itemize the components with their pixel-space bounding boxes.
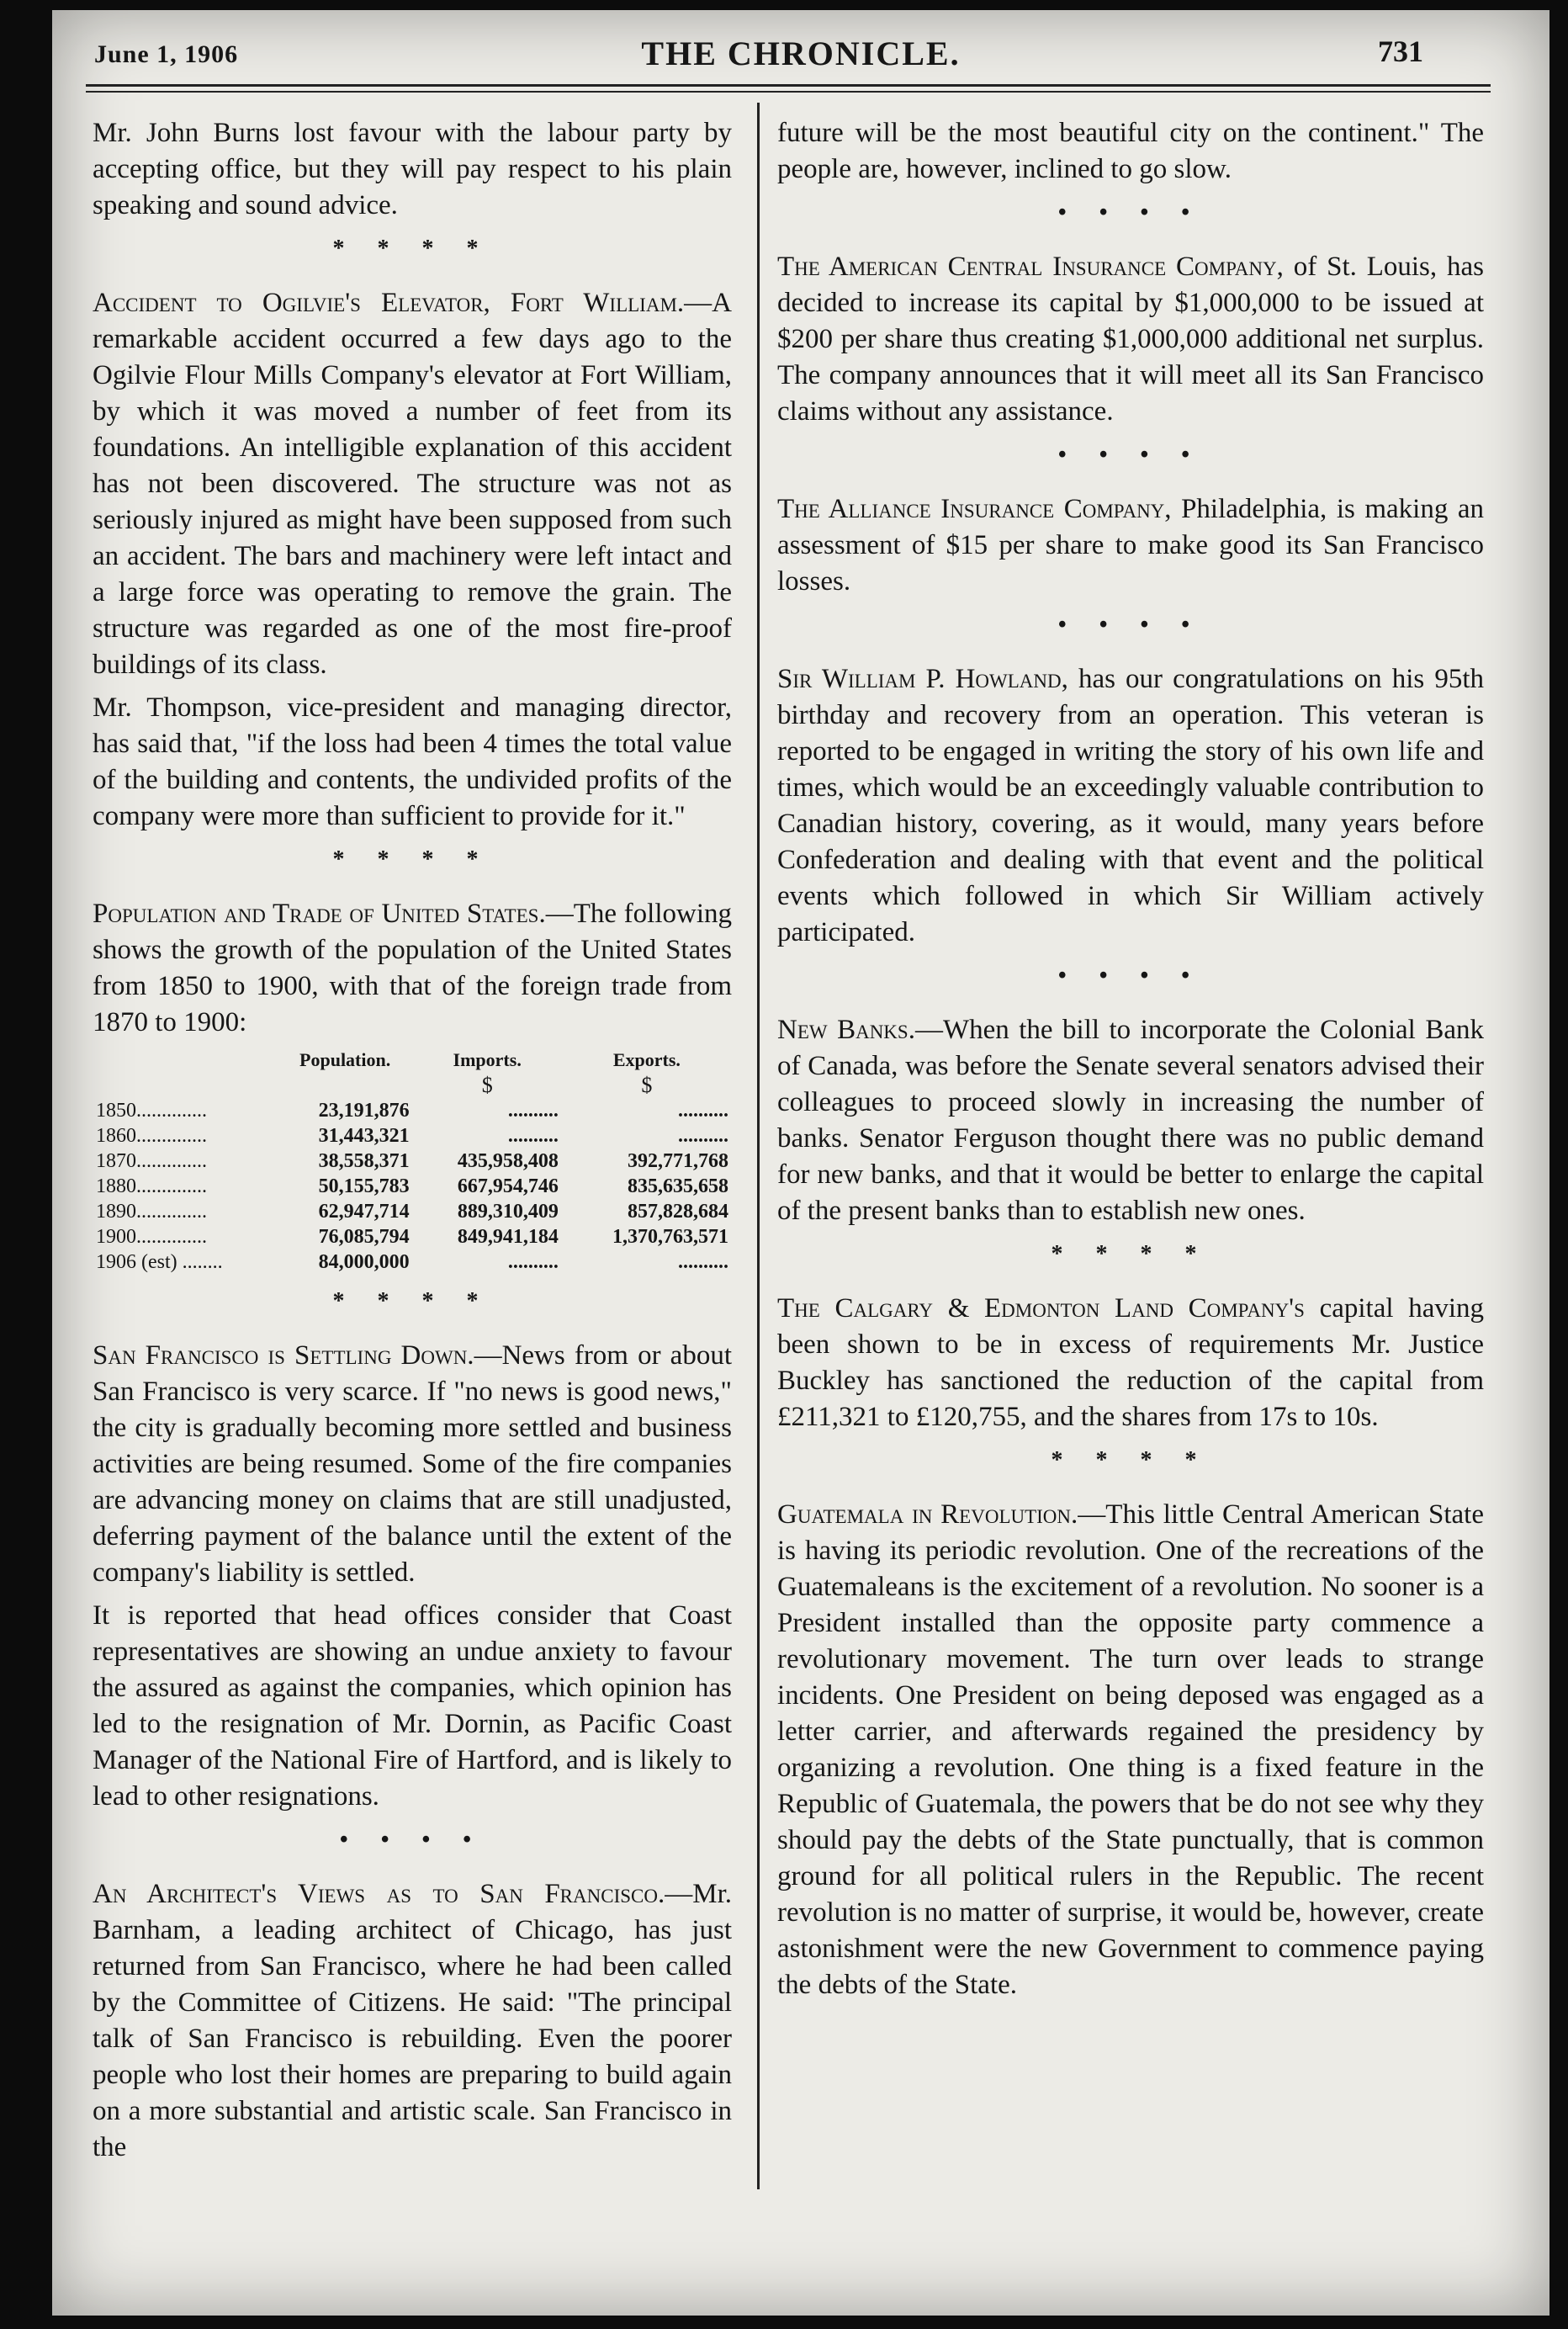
table-cell: 1850.............. <box>96 1100 207 1122</box>
table-header-row <box>93 1048 732 1073</box>
newspaper-page <box>52 10 1549 2316</box>
table-cell: 50,155,783 <box>318 1175 410 1197</box>
section-separator: • • • • <box>1057 612 1204 638</box>
section-separator: • • • • <box>1057 199 1204 225</box>
article-alliance <box>777 491 1484 600</box>
article-body: Philadelphia, is making an assessment of $15 per share to make good its San Francisco losses. <box>777 494 1485 597</box>
table-cell: 1906 (est) ........ <box>96 1251 223 1273</box>
table-cell: 667,954,746 <box>457 1175 559 1197</box>
article-ogilvie-quote: Mr. Thompson, vice-president and managing director, has said that, "if the loss had been 4 times the total value of the building and contents, the undivided profits of the company were more than sufficient to provide for it." <box>93 692 732 831</box>
header-rule <box>86 84 1491 87</box>
table-unit: $ <box>641 1073 653 1097</box>
table-row <box>93 1123 732 1149</box>
right-column <box>777 115 1484 2010</box>
table-unit: $ <box>481 1073 493 1097</box>
table-cell: 84,000,000 <box>318 1251 410 1273</box>
table-row <box>93 1199 732 1224</box>
article-ogilvie <box>93 285 732 683</box>
section-separator: * * * * <box>1051 1447 1210 1473</box>
table-header: Population. <box>299 1049 391 1070</box>
article-body: —News from or about San Francisco is very scarce. If "no news is good news," the city is gradually becoming more settled and business activities are being resumed. Some of the fire companies are advancing money on claims that are still unadjusted, deferring payment of the balance until the extent of the company's liability is settled. <box>93 1340 732 1588</box>
article-title: The Calgary & Edmonton Land Company's <box>777 1293 1305 1324</box>
table-cell: 849,941,184 <box>457 1226 559 1248</box>
issue-date: June 1, 1906 <box>94 40 239 68</box>
table-cell: .......... <box>678 1125 728 1147</box>
table-unit <box>278 1073 413 1098</box>
table-unit <box>93 1073 278 1098</box>
article-body: —Mr. Barnham, a leading architect of Chicago, has just returned from San Francisco, where he had been called by the Committee of Citizens. He said: "The principal talk of San Francisco is rebuilding. Even the poorer people who lost their homes are preparing to build again on a more substantial and artistic scale. San Francisco in the <box>93 1879 732 2162</box>
article-body: —This little Central American State is having its periodic revolution. One of the recreations of the Guatemaleans is the excitement of a revolution. No sooner is a President installed than the opposite party commence a revolutionary movement. The turn over leads to strange incidents. One President on being deposed was engaged as a letter carrier, and afterwards regained the presidency by organizing a revolution. One thing is a fixed feature in the Republic of Guatemala, the powers that be do not see why they should pay the debts of the State punctually, that is common ground for all political rulers in the Republic. The recent revolution is no matter of surprise, it would be, however, create astonishment were the new Government to commence paying the debts of the State. <box>777 1499 1484 2000</box>
section-separator: • • • • <box>339 1827 485 1853</box>
table-cell: 392,771,768 <box>628 1150 728 1172</box>
article-body: —A remarkable accident occurred a few days ago to the Ogilvie Flour Mills Company's elevator at Fort William, by which it was moved a number of feet from its foundations. An intelligible explanation of this accident has not been discovered. The structure was not as seriously injured as might have been supposed from such an accident. The bars and machinery were left intact and a large force was operating to remove the grain. The structure was regarded as one of the most fire-proof buildings of its class. <box>93 288 732 680</box>
page-number: 731 <box>1378 34 1423 68</box>
table-cell: 38,558,371 <box>318 1150 410 1172</box>
article-title: The American Central Insurance Company, <box>777 252 1284 282</box>
article-new-banks <box>777 1012 1484 1229</box>
table-row <box>93 1098 732 1123</box>
table-header: Imports. <box>453 1049 522 1070</box>
column-divider <box>757 103 760 2189</box>
article-calgary <box>777 1291 1484 1435</box>
table-cell: 76,085,794 <box>318 1226 410 1248</box>
table-cell: 1,370,763,571 <box>612 1226 728 1248</box>
table-row <box>93 1174 732 1199</box>
section-separator: • • • • <box>1057 442 1204 468</box>
section-separator: • • • • <box>1057 963 1204 989</box>
table-cell: 889,310,409 <box>457 1201 559 1223</box>
table-row <box>93 1224 732 1249</box>
table-cell: 1890.............. <box>96 1201 207 1223</box>
article-body: has our congratulations on his 95th birthday and recovery from an operation. This veteran is reported to be engaged in writing the story of his own life and times, which would be an exceedingly valuable contribution to Canadian history, covering, as it would, many years before Confederation and dealing with that event and the political events which followed in which Sir William actively participated. <box>777 664 1485 947</box>
table-cell: .......... <box>678 1100 728 1122</box>
table-cell: .......... <box>507 1100 559 1122</box>
article-title: San Francisco is Settling Down. <box>93 1340 474 1371</box>
article-howland <box>777 661 1484 951</box>
table-cell: 857,828,684 <box>628 1201 728 1223</box>
table-row <box>93 1149 732 1174</box>
table-cell: 1860.............. <box>96 1125 207 1147</box>
article-body: —When the bill to incorporate the Colonial Bank of Canada, was before the Senate several senators advised their colleagues to proceed slowly in increasing the number of banks. Senator Ferguson thought there was no public demand for new banks, and that it would be better to enlarge the capital of the present banks than to establish new ones. <box>777 1015 1484 1226</box>
table-cell: 435,958,408 <box>457 1150 559 1172</box>
table-header: Exports. <box>612 1049 681 1070</box>
masthead: THE CHRONICLE. <box>641 34 961 72</box>
section-separator: * * * * <box>1051 1241 1210 1267</box>
table-cell: 62,947,714 <box>318 1201 410 1223</box>
header-rule-double <box>86 91 1491 93</box>
article-title: Sir William P. Howland, <box>777 664 1068 694</box>
article-title: The Alliance Insurance Company, <box>777 494 1172 524</box>
table-cell: 1900.............. <box>96 1226 207 1248</box>
section-separator: * * * * <box>332 1288 492 1314</box>
article-title: An Architect's Views as to San Francisco. <box>93 1879 665 1909</box>
article-san-francisco <box>93 1338 732 1591</box>
article-population <box>93 896 732 1041</box>
article-title: Accident to Ogilvie's Elevator, Fort William. <box>93 288 685 318</box>
section-separator: * * * * <box>332 846 492 873</box>
table-cell: 31,443,321 <box>318 1125 410 1147</box>
article-burns: Mr. John Burns lost favour with the labour party by accepting office, but they will pay respect to his plain speaking and sound advice. <box>93 118 732 220</box>
article-guatemala <box>777 1497 1484 2003</box>
page-header <box>52 27 1549 77</box>
population-trade-table <box>93 1048 732 1275</box>
article-body: of St. Louis, has decided to increase its capital by $1,000,000 to be issued at $200 per share thus creating $1,000,000 additional net surplus. The company announces that it will meet all its San Francisco claims without any assistance. <box>777 252 1485 427</box>
table-unit-row <box>93 1073 732 1098</box>
article-body: capital having been shown to be in excess of requirements Mr. Justice Buckley has sanctioned the reduction of the capital from £211,321 to £120,755, and the shares from 17s to 10s. <box>777 1293 1485 1432</box>
article-architect <box>93 1876 732 2166</box>
section-separator: * * * * <box>332 236 492 262</box>
article-title: Guatemala in Revolution. <box>777 1499 1078 1530</box>
table-row <box>93 1249 732 1275</box>
left-column <box>93 115 732 2172</box>
table-cell: 1870.............. <box>96 1150 207 1172</box>
table-cell: 1880.............. <box>96 1175 207 1197</box>
article-title: New Banks. <box>777 1015 915 1045</box>
table-cell: .......... <box>507 1125 559 1147</box>
article-american-central <box>777 249 1484 430</box>
table-cell: 835,635,658 <box>628 1175 728 1197</box>
article-title: Population and Trade of United States. <box>93 899 546 929</box>
table-cell: 23,191,876 <box>318 1100 410 1122</box>
article-body: —The following shows the growth of the population of the United States from 1850 to 1900, with that of the foreign trade from 1870 to 1900: <box>93 899 732 1037</box>
article-architect-continued: future will be the most beautiful city on the continent." The people are, however, inclined to go slow. <box>777 118 1484 184</box>
table-header <box>93 1048 278 1073</box>
table-cell: .......... <box>678 1251 728 1273</box>
table-cell: .......... <box>507 1251 559 1273</box>
article-san-francisco-2: It is reported that head offices consider that Coast representatives are showing an undue anxiety to favour the assured as against the companies, which opinion has led to the resignation of Mr. Dornin, as Pacific Coast Manager of the National Fire of Hartford, and is likely to lead to other resignations. <box>93 1600 732 1812</box>
